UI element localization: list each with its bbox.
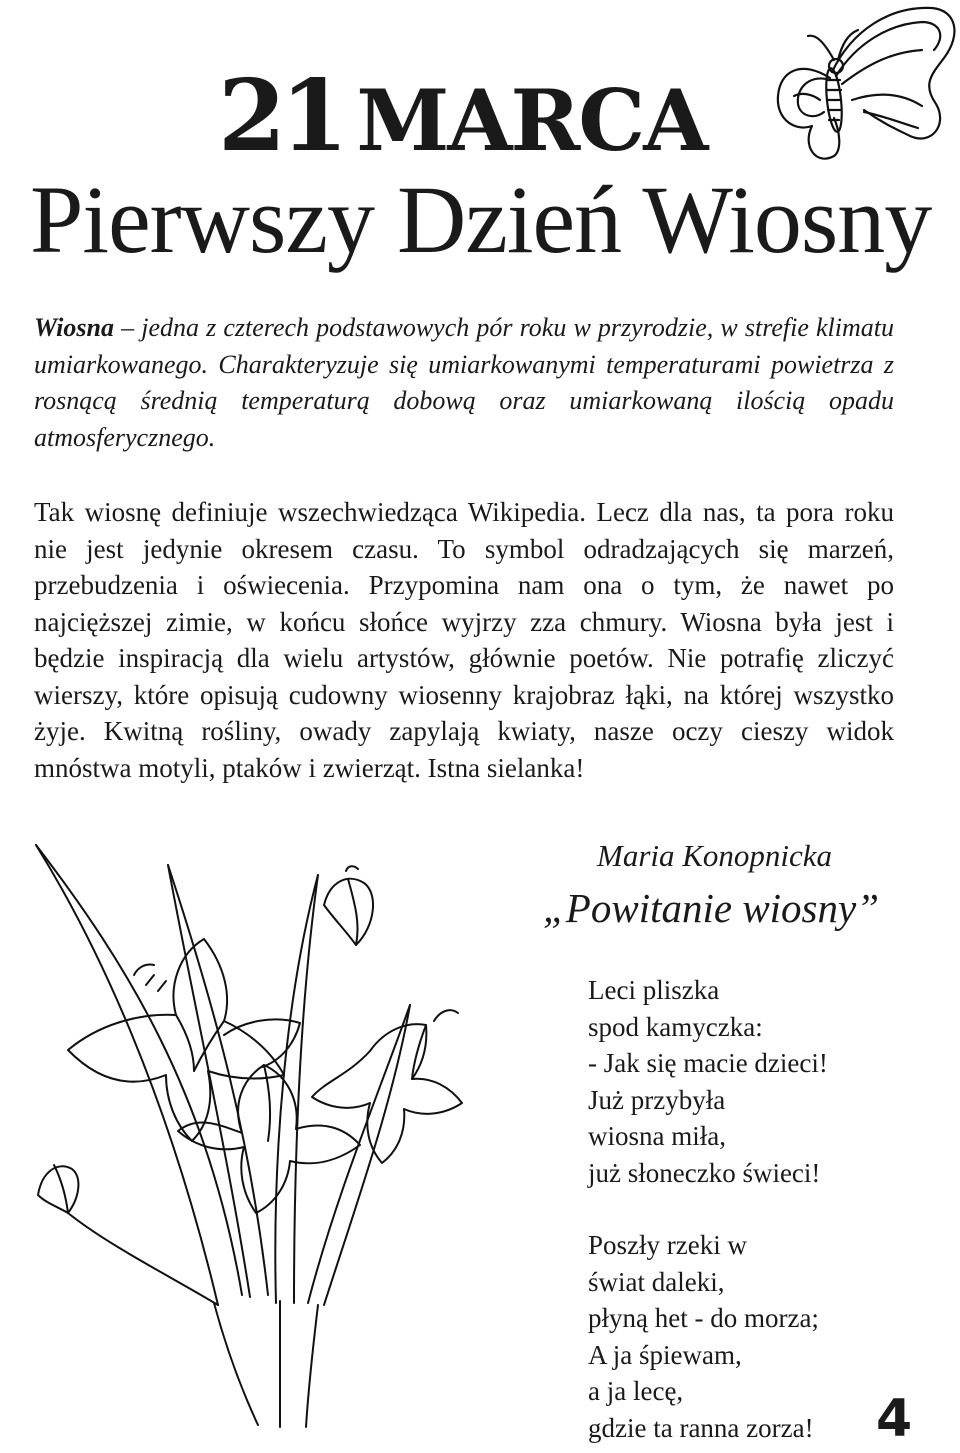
poem-line: płyną het - do morza; (588, 1303, 819, 1333)
poem-stanza-2 (588, 1227, 819, 1446)
poem-line: A ja śpiewam, (588, 1339, 742, 1370)
page-title: Pierwszy Dzień Wiosny (30, 166, 932, 273)
poem-line: Leci pliszka (588, 975, 720, 1005)
snowdrop-flowers-icon (18, 835, 578, 1435)
poem-line: Poszły rzeki w (588, 1230, 747, 1260)
date-month: MARCA (356, 71, 707, 170)
poem-line: już słoneczko świeci! (588, 1157, 821, 1188)
poem-line: - Jak się macie dzieci! (588, 1048, 828, 1078)
intro-lead: Wiosna (34, 313, 114, 342)
poem-line: Już przybyła (588, 1084, 726, 1115)
poem-line: gdzie ta ranna zorza! (588, 1412, 814, 1443)
butterfly-icon (772, 0, 960, 172)
poem-title: „Powitanie wiosny” (543, 885, 880, 931)
poem-author: Maria Konopnicka (597, 838, 833, 873)
poem-line: wiosna miła, (588, 1121, 726, 1151)
date-number: 21 (218, 59, 343, 174)
intro-paragraph (34, 310, 894, 456)
poem-line: spod kamyczka: (588, 1011, 763, 1042)
poem-line: świat daleki, (588, 1266, 725, 1297)
intro-text: – jedna z czterech podstawowych pór roku w przyrodzie, w strefie klimatu umiarkowanego. Charakteryzuje się umiarkowanymi temperaturami powietrza z rosnącą średnią temperaturą dobową oraz umiarkowaną ilością opadu atmosferycznego. (34, 313, 894, 452)
poem-stanza-1 (588, 972, 828, 1191)
page-number: 4 (876, 1389, 913, 1449)
body-paragraph: Tak wiosnę definiuje wszechwiedząca Wikipedia. Lecz dla nas, ta pora roku nie jest jedynie okresem czasu. To symbol odradzających się marzeń, przebudzenia i oświecenia. Przypomina nam ona o tym, że nawet po najcięższej zimie, w końcu słońce wyjrzy zza chmury. Wiosna była jest i będzie inspiracją dla wielu artystów, głównie poetów. Nie potrafię zliczyć wierszy, które opisują cudowny wiosenny krajobraz łąki, na której wszystko żyje. Kwitną rośliny, owady zapylają kwiaty, nasze oczy cieszy widok mnóstwa motyli, ptaków i zwierząt. Istna sielanka! (34, 497, 894, 783)
poem-line: a ja lecę, (588, 1376, 684, 1406)
page-date-heading (218, 59, 707, 174)
